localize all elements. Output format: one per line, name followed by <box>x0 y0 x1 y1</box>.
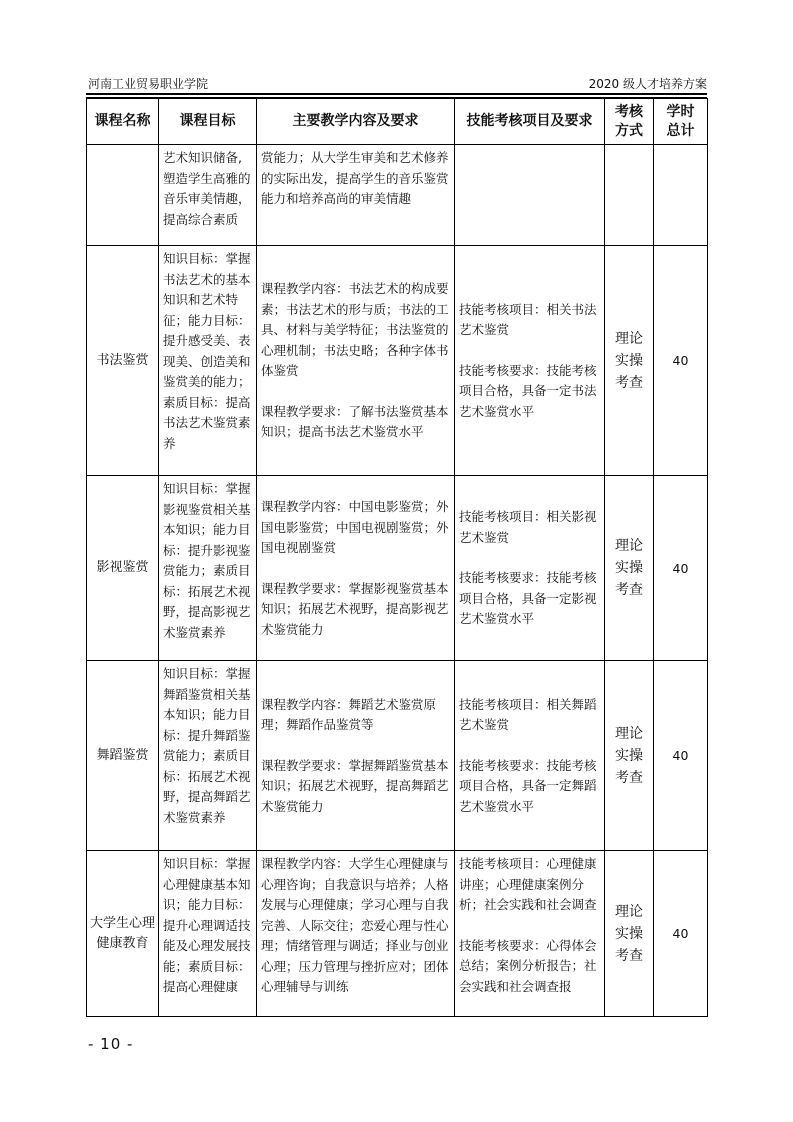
skill-item-text: 技能考核项目：相关舞蹈艺术鉴赏 <box>459 696 597 733</box>
hours-cell: 40 <box>654 246 708 476</box>
skill-item-text: 技能考核项目：相关书法艺术鉴赏 <box>459 301 597 338</box>
content-text: 课程教学内容：中国电影鉴赏；外国电影鉴赏；中国电视剧鉴赏；外国电视剧鉴赏 <box>261 499 449 555</box>
skill-cell <box>455 661 605 851</box>
header-skill: 技能考核项目及要求 <box>455 99 605 145</box>
header-rule-thick <box>86 93 707 95</box>
skill-cell <box>455 145 605 246</box>
course-name-cell: 大学生心理健康教育 <box>87 851 159 1017</box>
course-table <box>86 98 708 1017</box>
course-goal-cell: 知识目标：掌握书法艺术的基本知识和艺术特征；能力目标：提升感受美、表现美、创造美和鉴赏美的能力；素质目标：提高书法艺术鉴赏素养 <box>159 246 257 476</box>
page-number: - 10 - <box>88 1035 134 1053</box>
page-header <box>86 76 707 94</box>
hours-cell: 40 <box>654 851 708 1017</box>
skill-item-text: 技能考核项目：心理健康讲座；心理健康案例分析；社会实践和社会调查 <box>459 856 597 912</box>
content-cell <box>257 246 455 476</box>
hours-cell: 40 <box>654 661 708 851</box>
course-name-cell: 舞蹈鉴赏 <box>87 661 159 851</box>
table-row <box>87 145 708 246</box>
course-name-cell: 书法鉴赏 <box>87 246 159 476</box>
content-cell <box>257 145 455 246</box>
school-name: 河南工业贸易职业学院 <box>88 77 209 91</box>
skill-cell <box>455 851 605 1017</box>
method-cell <box>605 145 654 246</box>
header-content: 主要教学内容及要求 <box>257 99 455 145</box>
method-cell: 理论实操考查 <box>605 661 654 851</box>
skill-requirement-text: 技能考核要求：技能考核项目合格，具备一定影视艺术鉴赏水平 <box>459 570 597 627</box>
skill-item-text: 技能考核项目：相关影视艺术鉴赏 <box>459 509 597 545</box>
content-text: 课程教学内容：舞蹈艺术鉴赏原理；舞蹈作品鉴赏等 <box>261 696 437 733</box>
course-goal-cell: 知识目标：掌握影视鉴赏相关基本知识；能力目标：提升影视鉴赏能力；素质目标：拓展艺术视野，提高影视艺术鉴赏素养 <box>159 476 257 661</box>
method-cell: 理论实操考查 <box>605 476 654 661</box>
content-text: 课程教学内容：书法艺术的构成要素；书法艺术的形与质；书法的工具、材料与美学特征；书法鉴赏的心理机制；书法史略；各种字体书体鉴赏 <box>261 281 449 379</box>
table-row <box>87 851 708 1017</box>
header-hours: 学时总计 <box>654 99 708 145</box>
hours-cell <box>654 145 708 246</box>
plan-title: 2020 级人才培养方案 <box>588 77 707 91</box>
content-cell <box>257 476 455 661</box>
hours-cell: 40 <box>654 476 708 661</box>
requirement-text: 课程教学要求：掌握影视鉴赏基本知识；拓展艺术视野，提高影视艺术鉴赏能力 <box>261 580 449 637</box>
header-method: 考核方式 <box>605 99 654 145</box>
table-header-row <box>87 99 708 145</box>
content-text: 课程教学内容：大学生心理健康与心理咨询；自我意识与培养；人格发展与心理健康；学习心理与自我完善、人际交往；恋爱心理与性心理；情绪管理与调适；择业与创业心理；压力管理与挫折应对；团体心理辅导与训练 <box>261 856 449 994</box>
content-cell <box>257 661 455 851</box>
content-cell <box>257 851 455 1017</box>
method-cell: 理论实操考查 <box>605 851 654 1017</box>
skill-cell <box>455 476 605 661</box>
table-row <box>87 476 708 661</box>
skill-requirement-text: 技能考核要求：心得体会总结；案例分析报告；社会实践和社会调查报 <box>459 937 597 994</box>
table-row <box>87 246 708 476</box>
method-cell: 理论实操考查 <box>605 246 654 476</box>
content-text: 赏能力；从大学生审美和艺术修养的实际出发，提高学生的音乐鉴赏能力和培养高尚的审美情趣 <box>261 150 449 206</box>
requirement-text: 课程教学要求：了解书法鉴赏基本知识；提高书法艺术鉴赏水平 <box>261 403 449 440</box>
course-goal-cell: 艺术知识储备,塑造学生高雅的音乐审美情趣，提高综合素质 <box>159 145 257 246</box>
header-course-goal: 课程目标 <box>159 99 257 145</box>
course-goal-cell: 知识目标：掌握心理健康基本知识；能力目标：提升心理调适技能及心理发展技能；素质目标：提高心理健康 <box>159 851 257 1017</box>
skill-cell <box>455 246 605 476</box>
table-row <box>87 661 708 851</box>
skill-requirement-text: 技能考核要求：技能考核项目合格，具备一定舞蹈艺术鉴赏水平 <box>459 757 597 814</box>
requirement-text: 课程教学要求：掌握舞蹈鉴赏基本知识；拓展艺术视野，提高舞蹈艺术鉴赏能力 <box>261 757 449 814</box>
course-name-cell: 影视鉴赏 <box>87 476 159 661</box>
header-course-name: 课程名称 <box>87 99 159 145</box>
course-goal-cell: 知识目标：掌握舞蹈鉴赏相关基本知识；能力目标：提升舞蹈鉴赏能力；素质目标：拓展艺术视野，提高舞蹈艺术鉴赏素养 <box>159 661 257 851</box>
course-name-cell <box>87 145 159 246</box>
skill-requirement-text: 技能考核要求：技能考核项目合格，具备一定书法艺术鉴赏水平 <box>459 362 597 419</box>
